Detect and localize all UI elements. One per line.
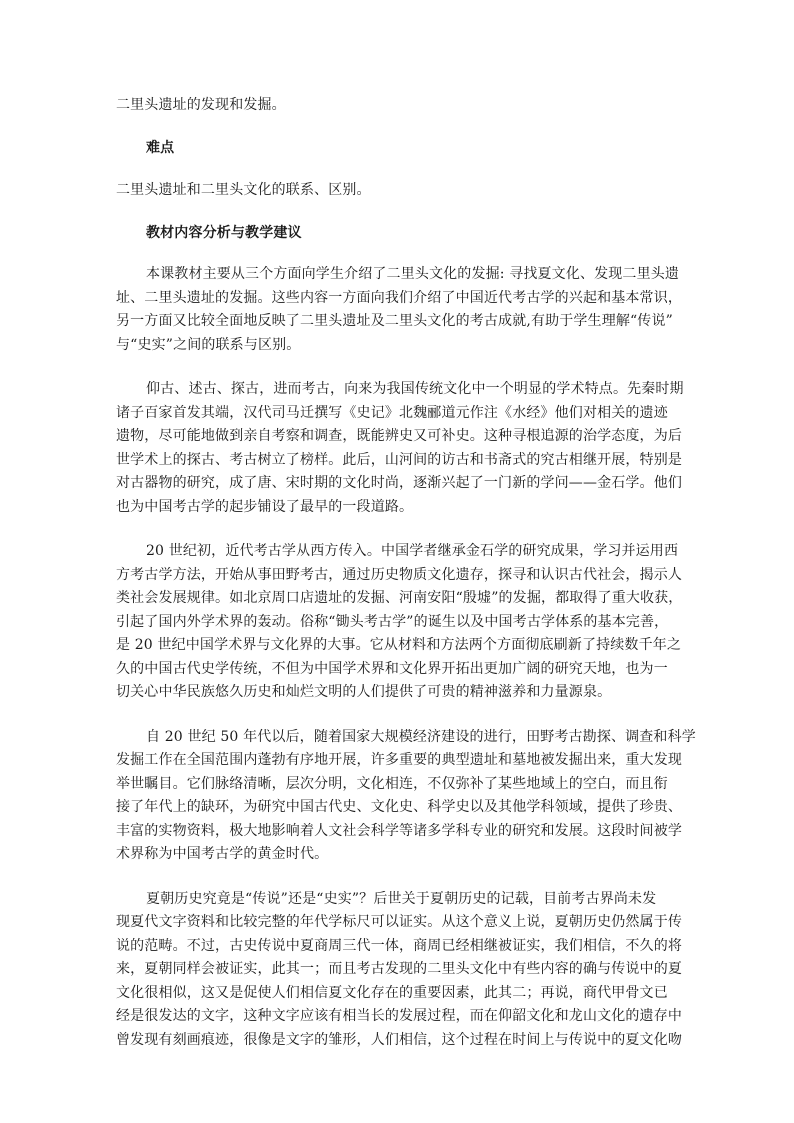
paragraph-line: 本课教材主要从三个方面向学生介绍了二里头文化的发掘: 寻找夏文化、发现二里头遗 <box>146 266 680 282</box>
paragraph-line: 发掘工作在全国范围内蓬勃有序地开展，许多重要的典型遗址和墓地被发掘出来，重大发现 <box>116 752 682 768</box>
paragraph-line: 20 世纪初，近代考古学从西方传入。中国学者继承金石学的研究成果，学习并运用西 <box>146 543 679 559</box>
heading-analysis: 教材内容分析与教学建议 <box>146 224 302 241</box>
paragraph-line: 文化很相似，这又是促使人们相信夏文化存在的重要因素，此其二；再说，商代甲骨文已 <box>116 984 668 1001</box>
paragraph-line: 世学术上的探古、考古树立了榜样。此后，山河间的访古和书斋式的究古相继开展，特别是 <box>116 451 682 468</box>
paragraph-line: 遗物，尽可能地做到亲自考察和调查，既能辨史又可补史。这种寻根追源的治学态度，为后 <box>116 428 682 444</box>
paragraph-4 <box>116 726 696 867</box>
focus-line: 二里头遗址的发现和发掘。 <box>116 97 286 113</box>
paragraph-line: 也为中国考古学的起步铺设了最早的一段道路。 <box>116 498 414 515</box>
paragraph-line: 曾发现有刻画痕迹，很像是文字的雏形，人们相信，这个过程在时间上与传说中的夏文化吻 <box>116 1031 682 1048</box>
paragraph-line: 另一方面又比较全面地反映了二里头遗址及二里头文化的考古成就,有助于学生理解“传说” <box>116 313 673 329</box>
paragraph-line: 类社会发展规律。如北京周口店遗址的发掘、河南安阳“殷墟”的发掘，都取得了重大收获， <box>116 590 683 606</box>
paragraph-line: 丰富的实物资料，极大地影响着人文社会科学等诸多学科专业的研究和发展。这段时间被学 <box>116 822 682 839</box>
paragraph-5 <box>116 888 682 1053</box>
paragraph-line: 是 20 世纪中国学术界与文化界的大事。它从材料和方法两个方面彻底刷新了持续数千年之 <box>116 637 682 653</box>
paragraph-line: 与“史实”之间的联系与区别。 <box>116 336 301 353</box>
paragraph-line: 切关心中华民族悠久历史和灿烂文明的人们提供了可贵的精神滋养和力量源泉。 <box>116 684 612 700</box>
paragraph-line: 现夏代文字资料和比较完整的年代学标尺可以证实。从这个意义上说，夏朝历史仍然属于传 <box>116 914 682 930</box>
document-page <box>116 94 696 1052</box>
paragraph-line: 夏朝历史究竟是“传说”还是“史实”？后世关于夏朝历史的记载，目前考古界尚未发 <box>146 890 657 907</box>
paragraph-line: 说的范畴。不过，古史传说中夏商周三代一体，商周已经相继被证实，我们相信，不久的将 <box>116 937 682 954</box>
paragraph-line: 引起了国内外学术界的轰动。俗称“锄头考古学”的诞生以及中国考古学体系的基本完善， <box>116 613 669 630</box>
paragraph-line: 久的中国古代史学传统，不但为中国学术界和文化界开拓出更加广阔的研究天地，也为一 <box>116 660 668 677</box>
paragraph-2 <box>116 378 684 519</box>
paragraph-1 <box>116 263 682 357</box>
heading-difficulty: 难点 <box>146 139 175 156</box>
paragraph-line: 自 20 世纪 50 年代以后，随着国家大规模经济建设的进行，田野考古勘探、调查和科学 <box>146 728 696 745</box>
paragraph-line: 址、二里头遗址的发掘。这些内容一方面向我们介绍了中国近代考古学的兴起和基本常识， <box>116 289 682 306</box>
paragraph-line: 诸子百家首发其端，汉代司马迁撰写《史记》北魏郦道元作注《水经》他们对相关的遗迹 <box>116 404 668 421</box>
paragraph-3 <box>116 540 683 705</box>
paragraph-line: 来，夏朝同样会被证实，此其一；而且考古发现的二里头文化中有些内容的确与传说中的夏 <box>116 961 682 977</box>
paragraph-line: 接了年代上的缺环，为研究中国古代史、文化史、科学史以及其他学科领域，提供了珍贵、 <box>116 799 682 815</box>
paragraph-line: 仰古、述古、探古，进而考古，向来为我国传统文化中一个明显的学术特点。先秦时期 <box>146 381 684 397</box>
paragraph-line: 方考古学方法，开始从事田野考古，通过历史物质文化遗存，探寻和认识古代社会，揭示人 <box>116 566 682 583</box>
paragraph-line: 举世瞩目。它们脉络清晰，层次分明，文化相连，不仅弥补了某些地域上的空白，而且衔 <box>116 775 668 792</box>
paragraph-line: 经是很发达的文字，这种文字应该有相当长的发展过程，而在仰韶文化和龙山文化的遗存中 <box>116 1008 682 1024</box>
difficulty-line: 二里头遗址和二里头文化的联系、区别。 <box>116 182 371 198</box>
paragraph-line: 对古器物的研究，成了唐、宋时期的文化时尚，逐渐兴起了一门新的学问——金石学。他们 <box>116 475 682 491</box>
paragraph-line: 术界称为中国考古学的黄金时代。 <box>116 846 329 862</box>
